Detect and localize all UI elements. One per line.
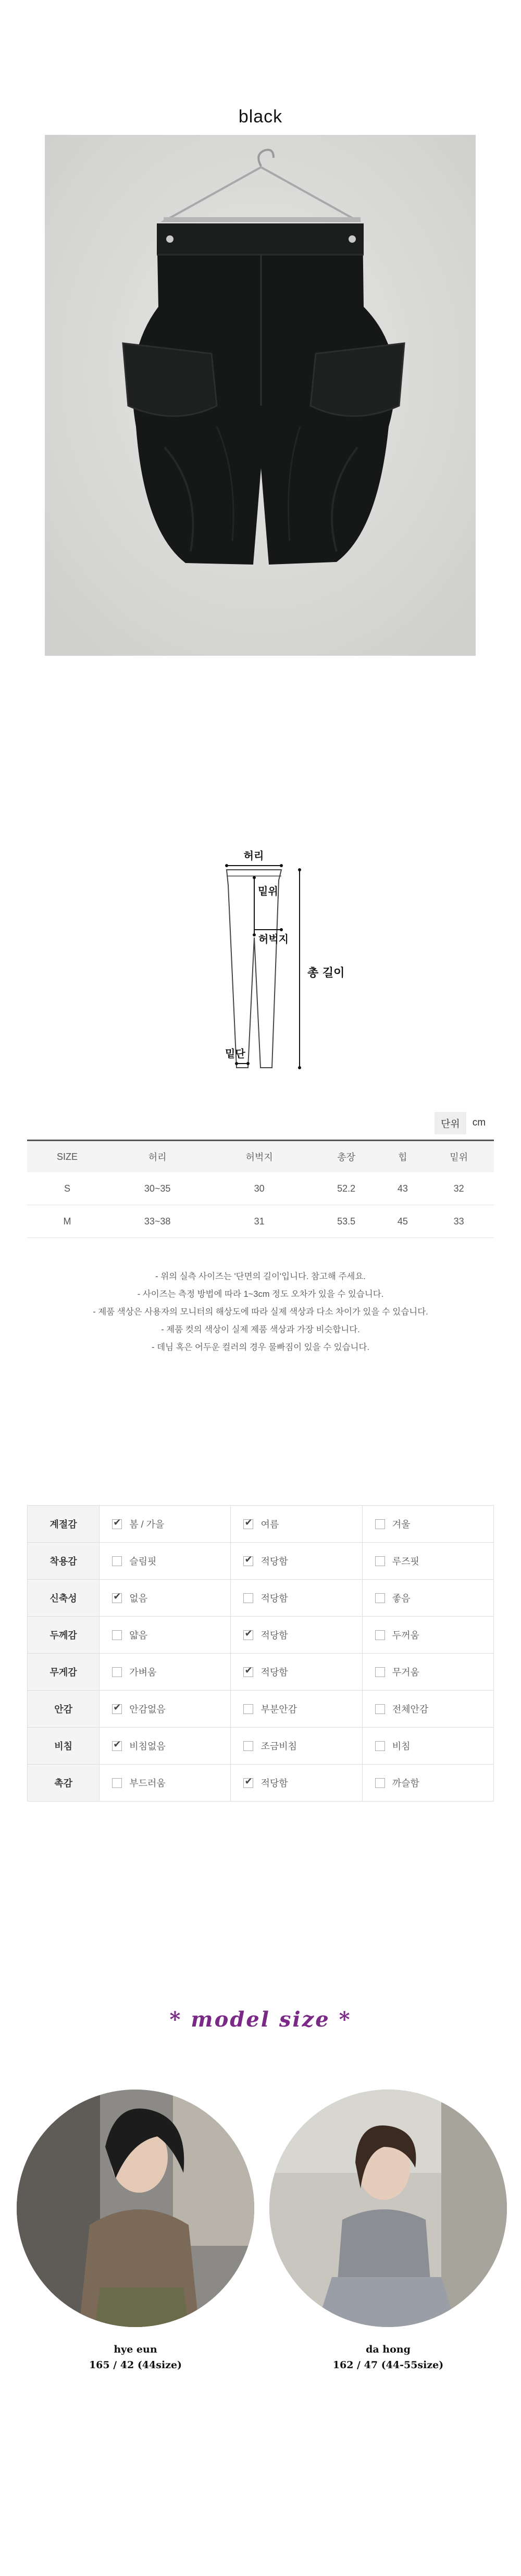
size-table-cell: 52.2 <box>311 1172 382 1205</box>
feel-option <box>231 1543 362 1580</box>
feel-row-label: 신축성 <box>28 1580 100 1617</box>
model-name-1: hye eun <box>114 2344 157 2355</box>
feel-option-label: 적당함 <box>260 1778 288 1789</box>
feel-option <box>362 1728 493 1765</box>
feel-row-label: 안감 <box>28 1691 100 1728</box>
feel-option-label: 적당함 <box>260 1593 288 1604</box>
feel-option-label: 비침 <box>392 1741 411 1752</box>
feel-option <box>100 1617 231 1654</box>
length-label: 총 길이 <box>307 967 345 980</box>
feel-option-label: 슬림핏 <box>129 1556 157 1567</box>
size-table-cell: 32 <box>424 1172 494 1205</box>
feel-option-label: 겨울 <box>392 1519 411 1530</box>
size-table-header: SIZE <box>27 1141 107 1173</box>
feel-row <box>28 1654 494 1691</box>
checked-checkbox <box>243 1556 253 1566</box>
feel-option <box>362 1617 493 1654</box>
feel-option-label: 얇음 <box>129 1630 147 1641</box>
feel-option <box>100 1506 231 1543</box>
feel-option <box>362 1506 493 1543</box>
product-photo <box>45 135 476 656</box>
model-name-2: da hong <box>366 2344 411 2355</box>
feel-option <box>100 1543 231 1580</box>
feel-row <box>28 1765 494 1802</box>
feel-option-label: 비침없음 <box>129 1741 166 1752</box>
unchecked-checkbox <box>112 1556 122 1566</box>
unit-indicator <box>435 1112 486 1133</box>
checked-checkbox <box>243 1519 253 1529</box>
unchecked-checkbox <box>112 1630 122 1640</box>
feel-row <box>28 1691 494 1728</box>
size-table-header: 총장 <box>311 1141 382 1173</box>
checked-checkbox <box>112 1593 122 1603</box>
feel-row <box>28 1506 494 1543</box>
feel-option-label: 봄 / 가을 <box>129 1519 165 1530</box>
feel-option-label: 조금비침 <box>260 1741 297 1752</box>
checked-checkbox <box>112 1704 122 1714</box>
model-size-title: * model size * <box>169 2007 352 2032</box>
feel-row <box>28 1728 494 1765</box>
size-notes <box>0 1268 521 1356</box>
measurement-diagram <box>208 828 345 1089</box>
size-table-cell: 33~38 <box>107 1205 208 1238</box>
feel-option <box>231 1506 362 1543</box>
note-line: - 위의 실측 사이즈는 '단면의 길이'입니다. 참고해 주세요. <box>155 1272 366 1281</box>
unchecked-checkbox <box>375 1741 385 1751</box>
hem-label: 밑단 <box>225 1047 245 1060</box>
feel-option-label: 부분안감 <box>260 1704 297 1715</box>
unchecked-checkbox <box>375 1593 385 1603</box>
checked-checkbox <box>112 1741 122 1751</box>
rise-label: 밑위 <box>258 885 278 897</box>
checked-checkbox <box>243 1630 253 1640</box>
feel-option <box>231 1728 362 1765</box>
unchecked-checkbox <box>243 1593 253 1603</box>
unchecked-checkbox <box>375 1778 385 1788</box>
feel-option-label: 두꺼움 <box>392 1630 419 1641</box>
feel-option-label: 까슬함 <box>392 1778 419 1789</box>
unchecked-checkbox <box>243 1704 253 1714</box>
size-table-header: 밑위 <box>424 1141 494 1173</box>
feel-option <box>362 1580 493 1617</box>
feel-option-label: 적당함 <box>260 1630 288 1641</box>
checked-checkbox <box>243 1667 253 1677</box>
feel-row <box>28 1580 494 1617</box>
feel-option <box>100 1691 231 1728</box>
feel-row-label: 비침 <box>28 1728 100 1765</box>
unchecked-checkbox <box>112 1778 122 1788</box>
size-table-cell: 30 <box>207 1172 311 1205</box>
model-size-1: 165 / 42 (44size) <box>89 2359 182 2371</box>
feel-option <box>100 1728 231 1765</box>
feel-option <box>362 1691 493 1728</box>
feel-option <box>231 1617 362 1654</box>
feel-option-label: 무거움 <box>392 1667 419 1678</box>
unchecked-checkbox <box>375 1704 385 1714</box>
feel-option <box>231 1691 362 1728</box>
thigh-label: 허벅지 <box>258 933 289 945</box>
feel-row-label: 무게감 <box>28 1654 100 1691</box>
feel-option <box>231 1765 362 1802</box>
note-line: - 제품 색상은 사용자의 모니터의 해상도에 따라 실제 색상과 다소 차이가 있을 수 있습니다. <box>93 1307 428 1317</box>
unchecked-checkbox <box>375 1519 385 1529</box>
feel-option-label: 부드러움 <box>129 1778 166 1789</box>
size-table-cell: 33 <box>424 1205 494 1238</box>
size-table-row <box>27 1205 494 1238</box>
unit-tag: 단위 <box>435 1112 466 1134</box>
feel-option <box>100 1765 231 1802</box>
waist-label: 허리 <box>243 849 264 862</box>
feel-option-label: 루즈핏 <box>392 1556 419 1567</box>
unchecked-checkbox <box>375 1556 385 1566</box>
model-size-2: 162 / 47 (44-55size) <box>332 2359 444 2371</box>
feel-option-label: 전체안감 <box>392 1704 429 1715</box>
size-table-header: 힙 <box>382 1141 424 1173</box>
model-photo-1 <box>17 2090 254 2327</box>
feel-option <box>362 1765 493 1802</box>
size-table-cell: S <box>27 1172 107 1205</box>
size-table-cell: 31 <box>207 1205 311 1238</box>
feel-option-label: 안감없음 <box>129 1704 166 1715</box>
model-caption-2 <box>269 2342 507 2373</box>
feel-option <box>231 1654 362 1691</box>
feel-row <box>28 1543 494 1580</box>
note-line: - 데님 혹은 어두운 컬러의 경우 물빠짐이 있을 수 있습니다. <box>152 1343 369 1352</box>
size-table <box>27 1140 494 1238</box>
feel-row-label: 착용감 <box>28 1543 100 1580</box>
feel-row <box>28 1617 494 1654</box>
feel-option-label: 가벼움 <box>129 1667 157 1678</box>
size-table-cell: 30~35 <box>107 1172 208 1205</box>
feel-row-label: 두께감 <box>28 1617 100 1654</box>
unchecked-checkbox <box>112 1667 122 1677</box>
color-label: black <box>238 107 283 127</box>
feel-option <box>231 1580 362 1617</box>
feel-option-label: 여름 <box>260 1519 279 1530</box>
size-table-cell: 53.5 <box>311 1205 382 1238</box>
size-table-header: 허리 <box>107 1141 208 1173</box>
feel-option-label: 적당함 <box>260 1556 288 1567</box>
unchecked-checkbox <box>243 1741 253 1751</box>
unchecked-checkbox <box>375 1630 385 1640</box>
feel-option <box>100 1654 231 1691</box>
feel-option-label: 적당함 <box>260 1667 288 1678</box>
unit-value: cm <box>472 1117 486 1128</box>
feel-row-label: 촉감 <box>28 1765 100 1802</box>
note-line: - 제품 컷의 색상이 실제 제품 색상과 가장 비슷합니다. <box>161 1325 360 1334</box>
note-line: - 사이즈는 측정 방법에 따라 1~3cm 정도 오차가 있을 수 있습니다. <box>137 1290 384 1299</box>
feel-option <box>100 1580 231 1617</box>
checked-checkbox <box>243 1778 253 1788</box>
unchecked-checkbox <box>375 1667 385 1677</box>
model-caption-1 <box>17 2342 254 2373</box>
size-table-header: 허벅지 <box>207 1141 311 1173</box>
feel-option <box>362 1543 493 1580</box>
size-table-row <box>27 1172 494 1205</box>
fabric-feel-table <box>27 1505 494 1802</box>
size-table-cell: 45 <box>382 1205 424 1238</box>
size-table-cell: M <box>27 1205 107 1238</box>
checked-checkbox <box>112 1519 122 1529</box>
feel-option-label: 좋음 <box>392 1593 411 1604</box>
size-table-cell: 43 <box>382 1172 424 1205</box>
model-photo-2 <box>269 2090 507 2327</box>
feel-option <box>362 1654 493 1691</box>
feel-option-label: 없음 <box>129 1593 147 1604</box>
feel-row-label: 계절감 <box>28 1506 100 1543</box>
